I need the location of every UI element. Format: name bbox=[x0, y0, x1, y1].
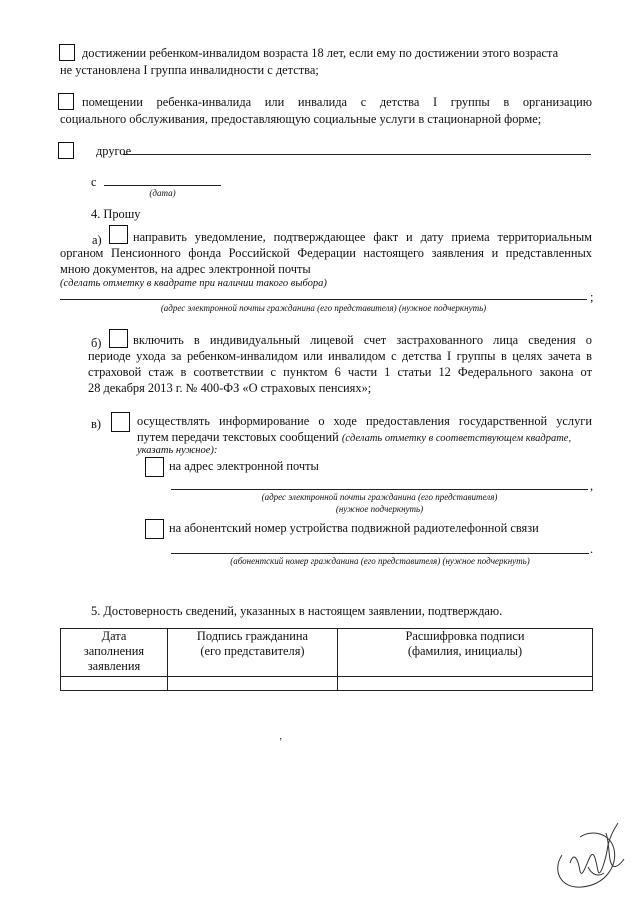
item-b-text-4: 28 декабря 2013 г. № 400-ФЗ «О страховых пенсиях»; bbox=[88, 381, 372, 395]
informing-checkbox[interactable] bbox=[111, 412, 130, 432]
institution-checkbox[interactable] bbox=[58, 93, 74, 110]
sms-email-comma: , bbox=[590, 479, 594, 493]
sms-email-caption-1: (адрес электронной почты гражданина (его представителя) bbox=[261, 492, 498, 502]
item-v-marker: в) bbox=[91, 417, 101, 431]
date-header-line-3: заявления bbox=[87, 659, 141, 673]
sms-email-input-line[interactable] bbox=[171, 489, 588, 490]
decryption-header-line-2: (фамилия, инициалы) bbox=[407, 644, 523, 658]
date-prefix: с bbox=[91, 175, 97, 189]
decryption-header bbox=[338, 629, 593, 677]
item-v-text-2-main: путем передачи текстовых сообщений bbox=[137, 430, 339, 444]
stray-mark: ‚ bbox=[279, 731, 283, 742]
sms-phone-caption: (абонентский номер гражданина (его представителя) (нужное подчеркнуть) bbox=[230, 556, 530, 566]
sms-phone-checkbox[interactable] bbox=[145, 519, 164, 539]
date-caption: (дата) bbox=[149, 188, 176, 198]
sms-phone-label: на абонентский номер устройства подвижной радиотелефонной связи bbox=[169, 521, 539, 535]
sms-email-caption-2: (нужное подчеркнуть) bbox=[335, 504, 424, 514]
other-checkbox[interactable] bbox=[58, 142, 74, 159]
section4-title: 4. Прошу bbox=[91, 207, 141, 221]
notification-checkbox[interactable] bbox=[109, 225, 128, 244]
item-v-text-1: осуществлять информирование о ходе предоставления государственной услуги bbox=[137, 414, 592, 428]
signature-header bbox=[168, 629, 338, 677]
adult-age-text-2: не установлена I группа инвалидности с детства; bbox=[60, 63, 319, 77]
adult-age-checkbox[interactable] bbox=[59, 44, 75, 61]
section5-title: 5. Достоверность сведений, указанных в настоящем заявлении, подтверждаю. bbox=[91, 604, 503, 618]
decryption-header-line-1: Расшифровка подписи bbox=[405, 629, 525, 643]
date-header-line-1: Дата bbox=[101, 629, 127, 643]
date-header bbox=[61, 629, 168, 677]
notification-email-line[interactable] bbox=[60, 299, 587, 300]
item-a-marker: а) bbox=[92, 233, 102, 247]
signature-table bbox=[60, 628, 593, 691]
date-cell[interactable] bbox=[61, 677, 168, 691]
item-a-text-2: органом Пенсионного фонда Российской Федерации настоящего заявления и представленных bbox=[60, 246, 592, 260]
item-b-marker: б) bbox=[91, 336, 102, 350]
institution-text-1: помещении ребенка-инвалида или инвалида с детства I группы в организацию bbox=[82, 95, 592, 109]
item-a-text-1: направить уведомление, подтверждающее факт и дату приема территориальным bbox=[133, 230, 592, 244]
item-b-text-3: страховой стаж в соответствии с пунктом 6 части 1 статьи 12 Федерального закона от bbox=[88, 365, 592, 379]
institution-text-2: социального обслуживания, предоставляющую социальные услуги в стационарной форме; bbox=[60, 112, 542, 126]
date-input-line[interactable] bbox=[104, 185, 221, 186]
signature-header-line-2: (его представителя) bbox=[200, 644, 305, 658]
item-b-text-2: периоде ухода за ребенком-инвалидом или инвалидом с детства I группы в целях зачета в bbox=[88, 349, 592, 363]
item-v-hint-2: указать нужное): bbox=[137, 445, 218, 456]
item-v-hint-1: (сделать отметку в соответствующем квадрате, bbox=[341, 433, 572, 444]
item-a-hint: (сделать отметку в квадрате при наличии такого выбора) bbox=[60, 278, 327, 289]
sms-email-checkbox[interactable] bbox=[145, 457, 164, 477]
item-b-text-1: включить в индивидуальный лицевой счет застрахованного лица сведения о bbox=[133, 333, 592, 347]
handwritten-signature bbox=[548, 815, 628, 895]
item-a-text-3: мною документов, на адрес электронной почты bbox=[60, 262, 311, 276]
signature-header-line-1: Подпись гражданина bbox=[196, 629, 309, 643]
date-header-line-2: заполнения bbox=[83, 644, 145, 658]
sms-phone-input-line[interactable] bbox=[171, 553, 589, 554]
adult-age-text-1: достижении ребенком-инвалидом возраста 18 лет, если ему по достижении этого возраста bbox=[82, 46, 559, 60]
signature-cell[interactable] bbox=[168, 677, 338, 691]
item-a-caption: (адрес электронной почты гражданина (его представителя) (нужное подчеркнуть) bbox=[160, 303, 487, 313]
sms-email-label: на адрес электронной почты bbox=[169, 459, 319, 473]
insurance-account-checkbox[interactable] bbox=[109, 329, 128, 348]
other-input-line[interactable] bbox=[123, 154, 591, 155]
item-a-semicolon: ; bbox=[590, 290, 594, 304]
other-label: другое bbox=[96, 144, 132, 158]
sms-phone-period: . bbox=[590, 542, 594, 556]
decryption-cell[interactable] bbox=[338, 677, 593, 691]
